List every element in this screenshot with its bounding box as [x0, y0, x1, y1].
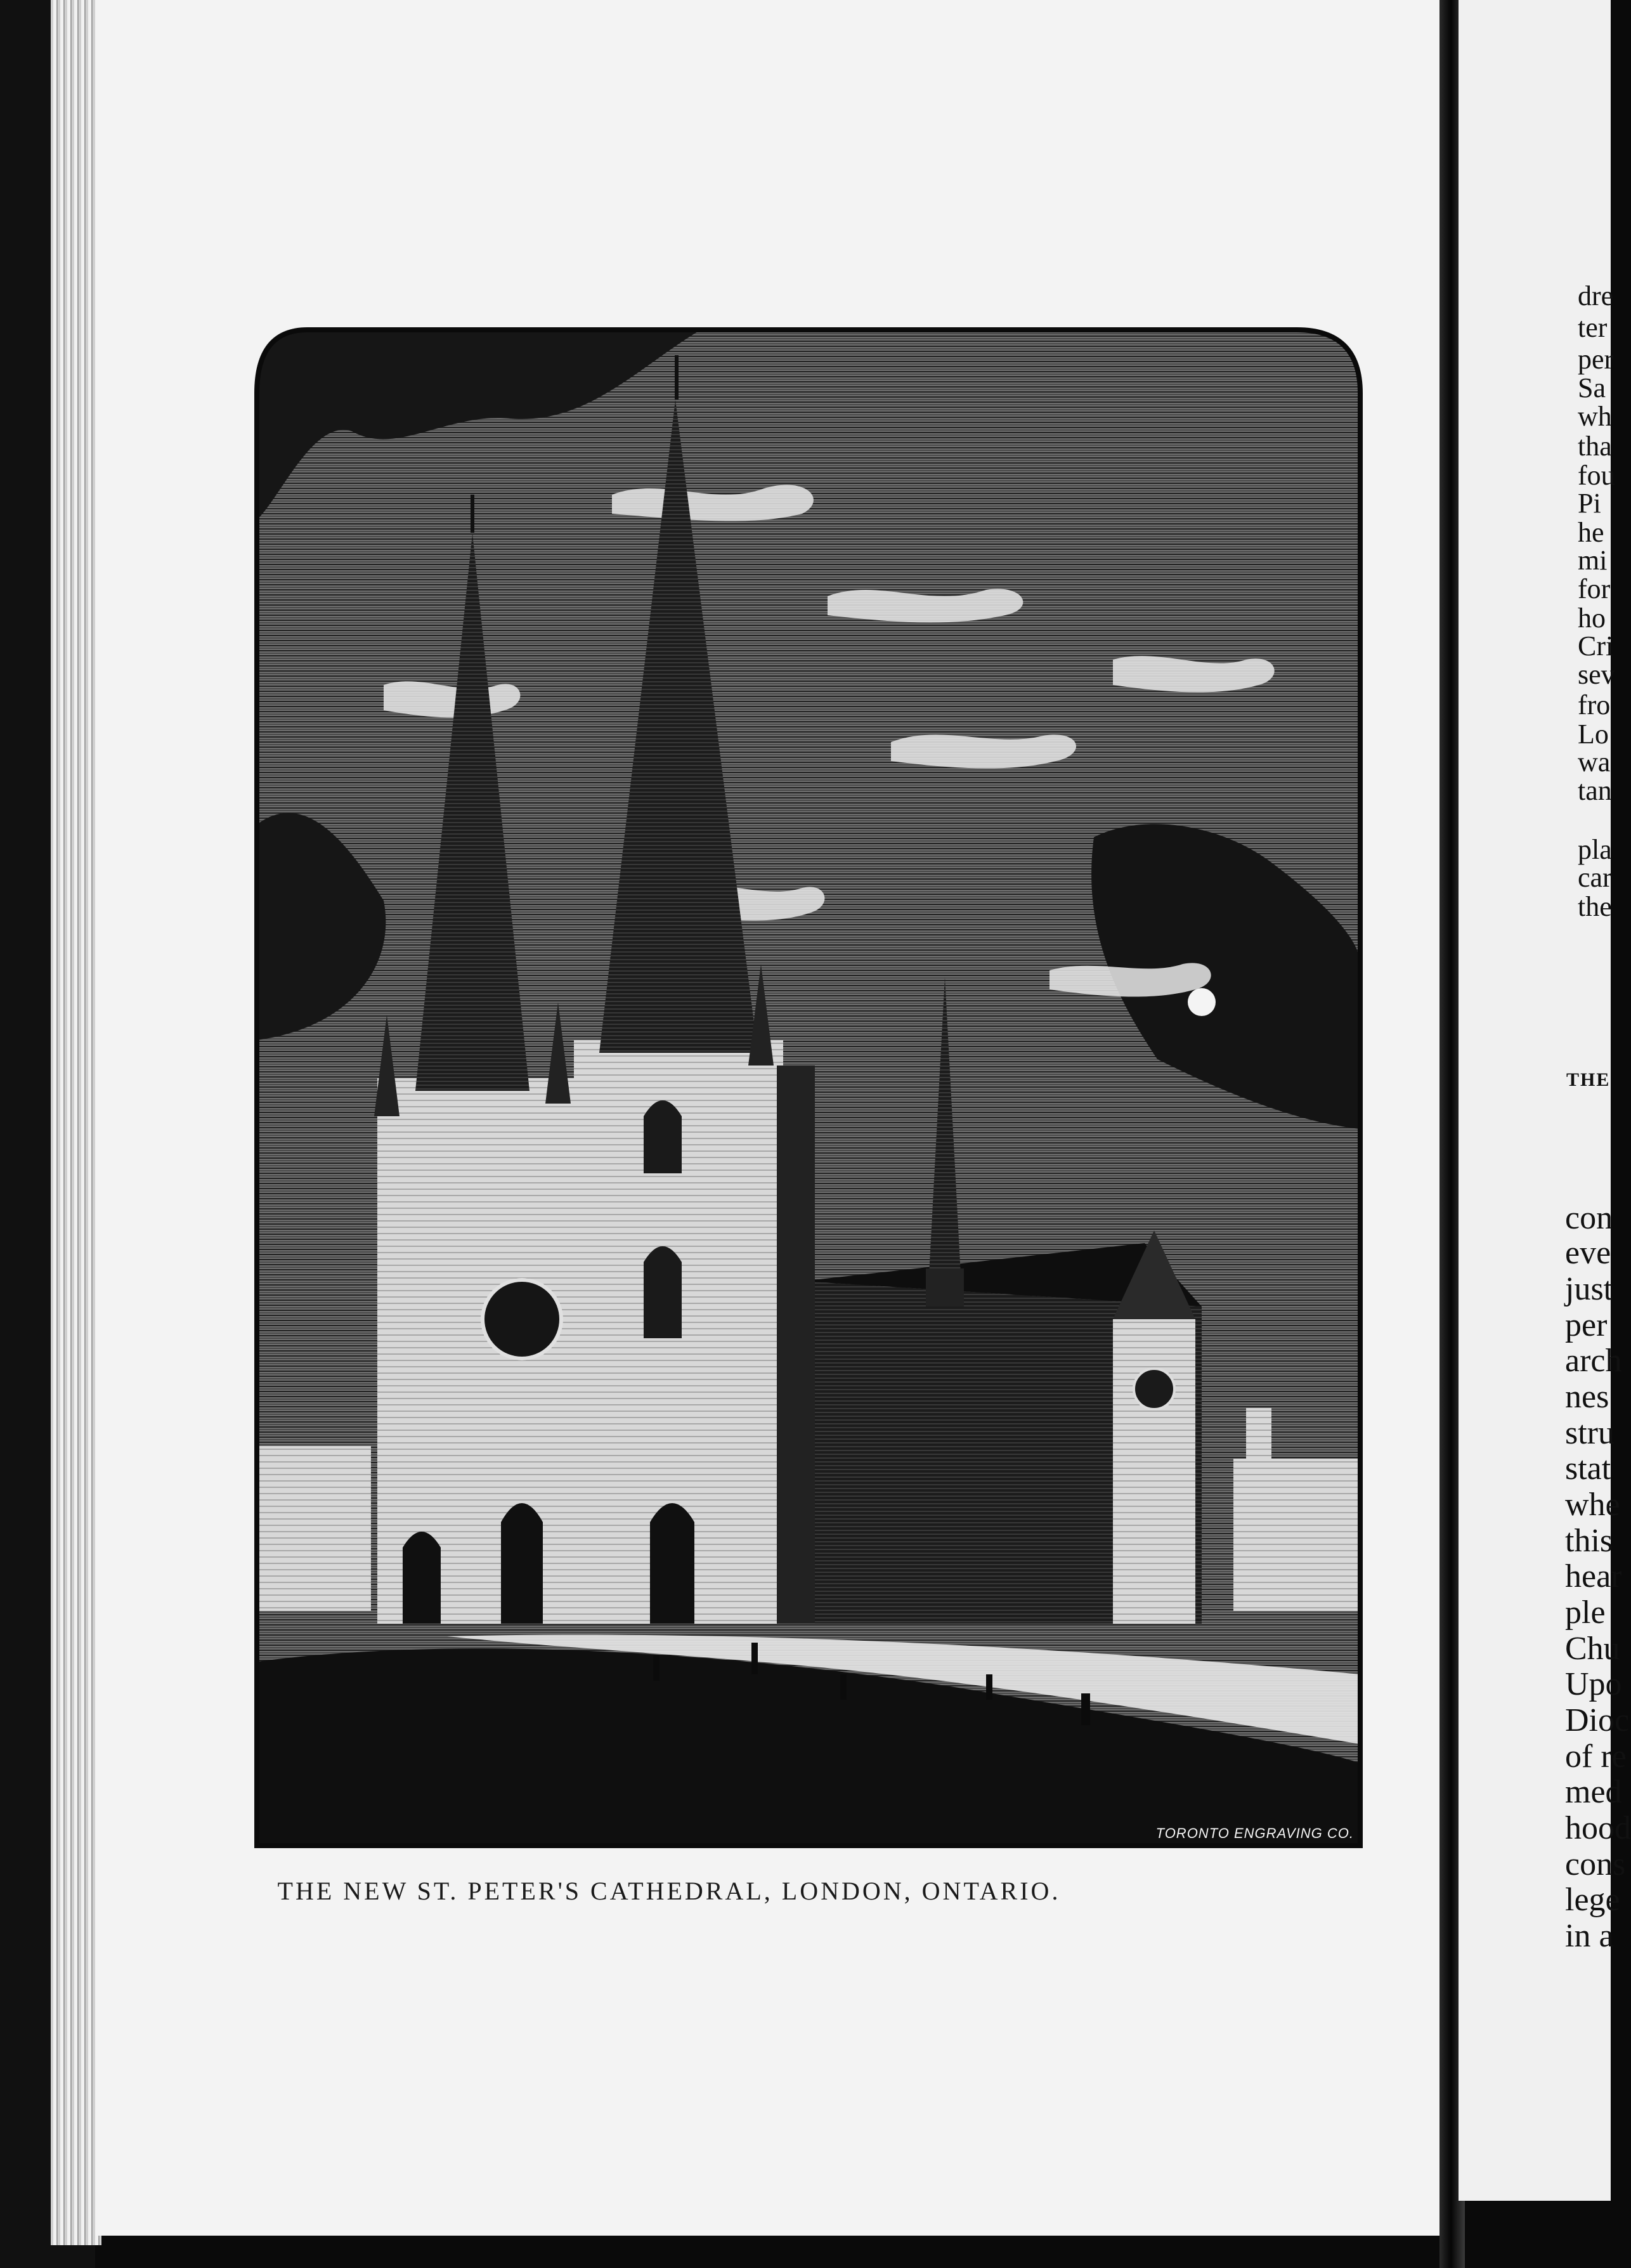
right-text-line: for: [1578, 573, 1611, 604]
right-text-line: dre: [1578, 280, 1614, 311]
right-text-line: ho: [1578, 603, 1606, 634]
right-body-line: arch: [1565, 1343, 1622, 1379]
right-text-line: Sa: [1578, 372, 1606, 403]
right-text-line: the: [1578, 891, 1612, 922]
right-body-line: stru: [1565, 1415, 1615, 1451]
engraver-credit: TORONTO ENGRAVING CO.: [1155, 1825, 1354, 1841]
right-text-line: car: [1578, 862, 1612, 893]
right-body-line: nes: [1565, 1379, 1609, 1415]
right-body-line: stat: [1565, 1450, 1611, 1487]
right-text-line: Pi: [1578, 488, 1601, 519]
right-text-line: wh: [1578, 401, 1612, 432]
right-body-line: cons: [1565, 1846, 1626, 1882]
right-text-line: ter: [1578, 312, 1608, 343]
right-body-line: med: [1565, 1774, 1622, 1810]
right-body-line: ple: [1565, 1594, 1606, 1631]
cathedral-engraving: [257, 330, 1360, 1846]
section-heading: THE: [1566, 1069, 1611, 1090]
right-body-line: eve: [1565, 1235, 1611, 1271]
right-text-line: he: [1578, 517, 1604, 548]
figure-caption: [0, 1876, 1611, 1906]
right-body-line: whe: [1565, 1487, 1620, 1523]
right-text-line: wa: [1578, 746, 1611, 778]
right-body-line: just: [1565, 1271, 1613, 1307]
right-text-line: sev: [1578, 659, 1615, 690]
figure-caption-text: THE NEW ST. PETER'S CATHEDRAL, LONDON, ONTARIO.: [277, 1877, 1061, 1905]
page-stack-edge: [51, 0, 101, 2245]
right-text-line: pla: [1578, 834, 1612, 865]
right-text-line: fro: [1578, 689, 1611, 720]
right-body-line: in a: [1565, 1918, 1614, 1954]
right-body-line: hear: [1565, 1558, 1622, 1594]
right-body-line: Dioc: [1565, 1702, 1630, 1738]
right-text-line: fou: [1578, 460, 1615, 491]
right-body-line: of re: [1565, 1738, 1627, 1775]
right-body-line: Upo: [1565, 1666, 1622, 1702]
right-text-line: tan: [1578, 775, 1612, 806]
right-text-line: mi: [1578, 545, 1608, 576]
right-body-line: con: [1565, 1200, 1613, 1236]
right-body-line: lege: [1565, 1882, 1620, 1918]
right-text-line: Lo: [1578, 719, 1609, 750]
right-text-line: Cri: [1578, 630, 1614, 662]
right-body-line: per: [1565, 1307, 1608, 1343]
right-text-line: tha: [1578, 431, 1612, 462]
right-body-line: hood: [1565, 1810, 1631, 1846]
right-body-line: Chu: [1565, 1631, 1620, 1667]
right-body-line: this: [1565, 1523, 1613, 1559]
right-text-line: per: [1578, 344, 1614, 375]
